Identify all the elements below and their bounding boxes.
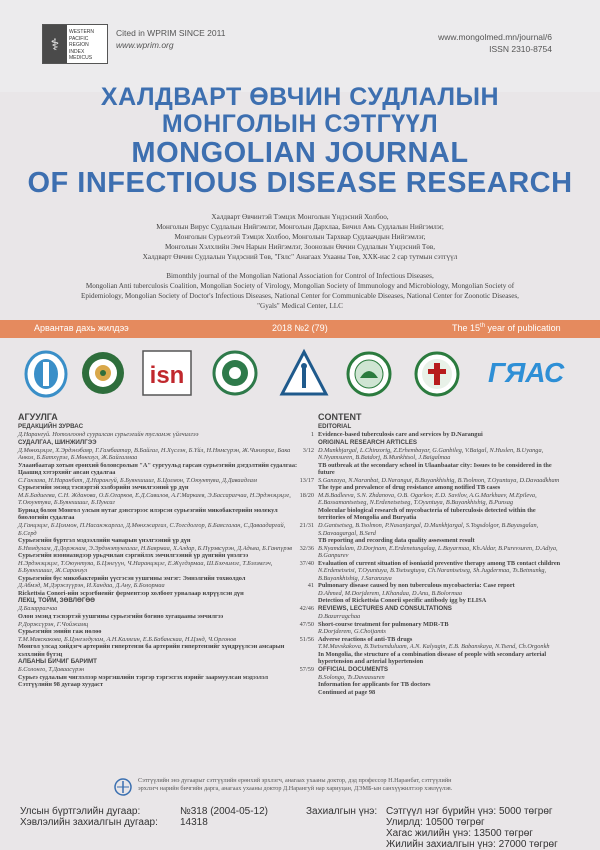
entry-page: 42/46 <box>299 605 314 613</box>
immunology-logo <box>212 350 258 396</box>
ncz-logo <box>346 350 392 398</box>
publisher-line: "Gyals" Medical Center, LLC <box>257 302 343 310</box>
band-year: The 15th year of publication <box>452 323 561 333</box>
entry-page: 1 <box>310 431 314 438</box>
entry-title: Сурьеэгийн изониазидээр урьдчилан сэргийлэх эмчилгээний үр дүнгийн үнэлгээ <box>18 552 249 560</box>
entry-authors: M.B.Badleeva, S.N. Zhdanova, O.B. Ogarkov, E.D. Savilov, A.G.Markhaev, M.Epileva, E.Bassamantsetseg, N.Erdenetsetseg, T.Oyuntuya, B.Buyankhishig, B.Punsag <box>318 491 537 507</box>
contents-entry[interactable] <box>18 552 314 560</box>
contents-entry[interactable] <box>18 462 314 477</box>
entry-authors: Б.Солонго, Т.Даваасүрэн <box>18 666 85 674</box>
contents-entry[interactable] <box>18 605 314 613</box>
band-issue: 2018 №2 (79) <box>272 323 328 333</box>
entry-authors: D.Bazarragchaa <box>318 613 361 621</box>
price-value: Улирлд: 10500 төгрөг <box>386 817 485 828</box>
contents-entry[interactable] <box>318 537 588 545</box>
entry-title: Буриад болон Монгол улсын нутаг дэвсгэрээс илэрсэн сурьеэгийн микобактерийн молекул биологийн судалгаа <box>18 506 278 522</box>
cited-info <box>116 27 225 51</box>
contents-entry[interactable] <box>18 590 314 598</box>
entry-title: Сурьеэгийн бүртгэл мэдээллийн чанарын үнэлгээний үр дүн <box>18 537 191 545</box>
cited-text: Cited in WPRIM SINCE 2011 <box>116 28 226 38</box>
gyals-logo-text: ГЯАС <box>488 357 565 388</box>
price-value: Хагас жилийн үнэ: 13500 төгрөг <box>386 828 533 839</box>
price-value: Сэтгүүл нэг бүрийн үнэ: 5000 төгрөг <box>386 806 553 817</box>
entry-title: Улаанбаатар хотын ерөнхий боловсролын "А" сургуульд гарсан сурьеэгийн дэгдэлтийн судалгаа: Цаашид хэтэрхийг авсан судалгаа <box>18 461 298 477</box>
contents-entry[interactable] <box>18 545 314 553</box>
contents-entry[interactable] <box>318 597 588 605</box>
contents-entry[interactable] <box>318 567 588 582</box>
entry-authors: Р.Доржсүрэн, Г.Чойжамц <box>18 620 89 628</box>
entry-title: Adverse reactions of anti-TB drugs <box>318 635 413 643</box>
contents-entry[interactable] <box>318 507 588 522</box>
section-title: EDITORIAL <box>318 423 352 430</box>
contents-entry[interactable] <box>18 636 314 644</box>
contents-entry[interactable] <box>318 492 588 507</box>
contents-entry[interactable] <box>318 628 588 636</box>
funding-note: Сэтгүүлийн энэ дугаарыг сэтгүүлийн ерөнхий эрхлэгч, анагаах ухааны доктор, дэд профессор Н.Наранбат, сэтгүүлийн эрхлэгч нарийн бичгийн дарга, анагаах ухааны доктор Д.Нарангуй нар хариуцан, ДЭМБ-ын санхүүжилтээр хэвлүүлэв. <box>138 777 453 792</box>
contents-entry[interactable] <box>18 666 314 674</box>
header <box>0 0 600 92</box>
contents-entry[interactable] <box>318 477 588 485</box>
contents-entry[interactable] <box>18 431 314 439</box>
registration-values <box>180 806 268 828</box>
section-title: АЛБАНЫ БИЧИГ БАРИМТ <box>18 658 97 666</box>
logos-row <box>0 342 600 410</box>
entry-title: Pulmonary disease caused by non tuberculous mycobacteria: Case report <box>318 582 515 590</box>
contents-entry[interactable] <box>318 681 588 689</box>
entry-authors: Т.М.Мавскакова, Б.Цэнгэлдулам, А.Н.Калягин, Е.Б.Бабанскаа, Н.Цэнд, Ч.Оргонов <box>18 635 237 643</box>
contents-entry[interactable] <box>318 590 588 598</box>
contents-entry[interactable] <box>18 560 314 575</box>
title-en-2: OF INFECTIOUS DISEASE RESEARCH <box>27 167 573 199</box>
entry-authors: R.Dorjderem, G.Choijamts <box>318 628 386 636</box>
contents-entry[interactable] <box>318 674 588 682</box>
contents-entry[interactable] <box>318 545 588 560</box>
contents-entry[interactable] <box>318 431 588 439</box>
entry-title: TB outbreak at the secondary school in Ulaanbaatar city: Issues to be considered in the future <box>318 461 552 477</box>
entry-page: 21/31 <box>299 522 314 530</box>
publisher-line: Epidemiology, Mongolian Society of Doctor's Infectious Diseases, National Center for Communicable Diseases, National Center for Zoonotic Diseases, <box>81 292 519 300</box>
contents-heading: АГУУЛГА <box>18 412 58 422</box>
entry-title: The type and prevalence of drug resistance among notified TB cases <box>318 484 501 492</box>
entry-page: 51/56 <box>299 635 314 643</box>
entry-authors: Б.Нямдулам, Д.Доржнам, Э.Эрдэнэтунгалаг, Н.Баярмаа, Х.Алдар, Б.Пүрэвсүрэн, Д.Адъяа, Б.Ганпүрэв <box>18 544 293 552</box>
svg-text:isn: isn <box>149 362 185 389</box>
entry-authors: B.Solongo, Ts.Davaasuren <box>318 673 385 681</box>
publisher-line: Mongolian Anti tuberculosis Coalition, Mongolian Society of Virology, Mongolian Society of Immunology and Microbiology, Mongolian Society of <box>85 282 515 290</box>
contents-entry[interactable] <box>318 643 588 651</box>
contents-entry[interactable] <box>318 651 588 666</box>
contents-entry[interactable] <box>18 484 314 492</box>
title-mn-2: МОНГОЛЫН СЭТГҮҮЛ <box>161 110 439 138</box>
entry-page: 18/20 <box>299 491 314 499</box>
contents-entry[interactable] <box>18 582 314 590</box>
contents-entry[interactable] <box>318 689 588 697</box>
issn: ISSN 2310-8754 <box>489 44 552 54</box>
entry-authors: Д.Базаррагчаа <box>18 605 58 613</box>
publisher-line: Bimonthly journal of the Mongolian National Association for Control of Infectious Diseases, <box>166 272 434 280</box>
entry-authors: Д.Нарангуй. Нотолгоонд суурилсан сурьеэгийн тусламж үйлчилгээ <box>18 431 199 438</box>
contents-entry[interactable] <box>318 636 588 644</box>
contents-entry[interactable] <box>18 575 314 583</box>
entry-title: Rickettsia Conori-ийн эсрэгбиеийг ферментээр холбоот урвалаар илрүүлсэн дүн <box>18 589 244 597</box>
epidemiology-logo <box>280 350 328 396</box>
reg-value: 14318 <box>180 817 208 828</box>
publishers-en <box>28 271 572 311</box>
wprim-logo-text: WESTERN PACIFIC REGION INDEX MEDICUS <box>69 29 94 61</box>
journal-title <box>0 84 600 198</box>
contents-entry[interactable] <box>318 613 588 621</box>
entry-authors: С.Ганзаяа, Н.Наранбат, Д.Нарангуй, Б.Буянхишиг, Б.Цолмон, Т.Оюунтуяа, Д.Даваадлам <box>18 476 257 484</box>
entry-authors: N.Erdenetsetsi, T.Oyuntuya, B.Tsetsegtuya, Ch.Narantsetseg, Sh.Jugdermaa, Ts.Betmunkg, B.Buyankhishig, J.Saranzaya <box>318 567 547 582</box>
wprim-logo <box>42 24 108 64</box>
price-value: Жилийн захиалгын үнэ: 27000 төгрөг <box>386 839 558 850</box>
contents-entry[interactable] <box>18 537 314 545</box>
contents-entry[interactable] <box>318 484 588 492</box>
contents-entry[interactable] <box>18 477 314 485</box>
contents-entry[interactable] <box>318 560 588 568</box>
contents-entry[interactable] <box>18 621 314 629</box>
issue-band <box>0 320 600 338</box>
reg-value: №318 (2004-05-12) <box>180 806 269 817</box>
publishers-mn <box>70 212 530 262</box>
entry-page: 37/40 <box>299 559 314 567</box>
contents-entry[interactable] <box>318 522 588 537</box>
entry-title: Монгол улсад хийдэгч артерийн гипертензи ба артерийн гипертензийг хүндрүүлсэн амсарын хэлхлийн бүтэц <box>18 643 285 658</box>
contents-heading: CONTENT <box>318 412 362 422</box>
entry-authors: T.M.Mavskakova, B.Tsetsenduluam, A.N. Kalyagin, E.B. Babanskaya, N.Tsend, Ch.Orgonkh <box>318 643 550 651</box>
entry-page: 47/50 <box>299 620 314 628</box>
section-title: ORIGINAL RESEARCH ARTICLES <box>318 438 418 446</box>
contents-entry[interactable] <box>18 507 314 522</box>
entry-authors: S.Ganzaya, N.Naranbat, D.Narangui, B.Buyankhishig, B.Tsolmon, T.Oyuntuya, D.Davaadkham <box>318 476 560 484</box>
entry-authors: Д.Абмэд, М.Дэржзүүрэн, И.Хандаа, Д.Ану, Б.Болормаа <box>18 582 165 590</box>
who-emblem-icon <box>114 778 132 796</box>
entry-title: Continued at page 98 <box>318 688 376 696</box>
entry-title: In Mongolia, the structure of a combination disease of people with secondary arterial hypertension and arterial hypertension <box>318 650 547 666</box>
contents-entry[interactable] <box>318 462 588 477</box>
entry-title: Сурьеэгийн эмэнд тэсвэртэй хэлбэрийн эмчилгээний үр дүн <box>18 484 189 492</box>
contents-entry[interactable] <box>18 628 314 636</box>
entry-page: 41 <box>307 582 314 590</box>
entry-authors: Д.Ганцэцэг, Б.Цолмон, П.Насанжаргал, Д.Мөнхжаргал, С.Тогсдолгор, Б.Баясгалан, С.Даваадаргай, Б.Серд <box>18 522 286 537</box>
entry-title: Short-course treatment for pulmonary MDR-TB <box>318 620 449 628</box>
association-logo <box>24 350 68 398</box>
entry-authors: D.Ahmed, M.Dorjderem, I.Khandaa, D.Anu, B.Bolormaa <box>318 589 463 597</box>
ncc-logo <box>414 350 460 398</box>
entry-title: Evaluation of current situation of isoniazid preventive therapy among TB contact children <box>318 559 561 567</box>
entry-title: Сурьеэгийн эмийн гаж нөлөө <box>18 628 102 636</box>
virology-logo <box>80 350 126 396</box>
title-en-1: MONGOLIAN JOURNAL <box>131 137 469 169</box>
contents-entry[interactable] <box>18 522 314 537</box>
section-title: OFFICIAL DOCUMENTS <box>318 665 389 673</box>
entry-title: Сурьеэгийн бус микобактерийн үүсгэсэн уушгины эмгэг: Эмнэлгийн тохиолдол <box>18 574 246 582</box>
entry-authors: D.Gantsetseg, B.Tsolmon, P.Nasanjargal, D.Munkhjargal, S.Togsdolgor, B.Bayasgalan, S.Davaagargal, B.Serd <box>318 522 539 537</box>
entry-page: 32/36 <box>299 544 314 552</box>
journal-info <box>438 31 552 55</box>
entry-title: Evidence-based tuberculosis care and services by D.Narangui <box>318 431 483 438</box>
contents-mn <box>18 412 314 689</box>
reg-label: Улсын бүртгэлийн дугаар: <box>20 806 141 817</box>
price-values <box>386 806 558 850</box>
registration-labels <box>20 806 158 828</box>
entry-title: Олон эмэнд тэсвэртэй уушгины сурьеэгийн богино хугацааны эмчилгээ <box>18 613 224 621</box>
title-mn-1: ХАЛДВАРТ ӨВЧИН СУДЛАЛЫН <box>100 83 500 111</box>
journal-url[interactable]: www.mongolmed.mn/journal/6 <box>438 32 552 42</box>
reg-label: Хэвлэлийн захиалгын дугаар: <box>20 817 158 828</box>
contents-entry[interactable] <box>318 582 588 590</box>
cited-url[interactable]: www.wprim.org <box>116 40 174 50</box>
publisher-line: Монголын Вирус Судлалын Нийгэмлэг, Монголын Дархлаа, Бичил Амь Судлалын Нийгэмлэг, <box>156 223 444 231</box>
caduceus-icon: ⚕ <box>43 25 67 63</box>
publisher-line: Халдварт Өвчинтэй Тэмцэх Монголын Үндэсний Холбоо, <box>211 213 389 221</box>
contents-entry[interactable] <box>18 613 314 621</box>
entry-authors: Д.Мөнхцэцэг, Х.Эрдэнэбаяр, Г.Гамбаатар, В.Байгал, Н.Хүслэн, Б.Үйл, Н.Нямсүрэн, Ж.Чинзориг, Бака Анкол, Б.Батхүрэл, Б.Мөнхзул, Ж.Байгалмаа <box>18 446 291 462</box>
band-volume: Арвантав дахь жилдээ <box>34 323 129 333</box>
contents-entry[interactable] <box>18 643 314 658</box>
entry-page: 13/17 <box>299 476 314 484</box>
section-title: ЛЕКЦ, ТОЙМ, ЗӨВЛӨГӨӨ <box>18 597 95 605</box>
section-title: СУДАЛГАА, ШИНЖИЛГЭЭ <box>18 438 97 446</box>
entry-title: Detection of Rickettsia Conorii specific antibody igg by ELISA <box>318 597 487 605</box>
entry-title: Molecular biological research of mycobacteria of tuberculosis detected within the territories of Mongolia and Buryatia <box>318 506 536 522</box>
entry-title: Сурьеэ судлалын чиглэлээр мэргэшлийн тэргэр тэргэсгэх нэрийг заармуулсан мэдээлэл <box>18 673 268 681</box>
entry-authors: B.Nyamdulam, D.Dorjnam, E.Erdenetungalag, L.Bayarmaa, Kh.Aldar, B.Purevsuren, D.Adiya, B.Ganpurev <box>318 544 558 560</box>
contents-entry[interactable] <box>18 674 314 682</box>
contents-entry[interactable] <box>18 447 314 462</box>
price-label <box>306 806 377 817</box>
entry-page: 57/59 <box>299 666 314 674</box>
entry-title: Information for applicants for TB doctors <box>318 681 431 689</box>
section-title: РЕДАКЦИЙН ЗУРВАС <box>18 423 84 430</box>
isn-logo <box>142 350 192 396</box>
entry-authors: D.Munkhjargal, L.Chinzorig, Z.Erhembayar, G.Ganbileg, V.Baigal, N.Huslen, B.Uyanga, N.Nyamsuren, B.Batdorj, B.Munkhtsol, J.Baigalmaa <box>318 446 544 462</box>
entry-title: Сэтгүүлийн 98 дугаар хуудаст <box>18 681 104 689</box>
publisher-line: Монголын Хэлхлийн Эмч Нарын Нийгэмлэг, Зоонозын Өвчин Судлалын Үндэсний Төв, <box>164 243 436 251</box>
contents-entry[interactable] <box>18 492 314 507</box>
entry-authors: М.Б.Бадиеева, С.Н. Жданова, О.Б.Огарков, Е.Д.Савилов, А.Г.Маркаев, Э.Бассарагчаа, Н.Эрдэнэцэцэг, Т.Оюунтуяа, Б.Буянхишиг, Б.Пунсаг <box>18 491 291 507</box>
price-label-text: Захиалгын үнэ: <box>306 806 378 817</box>
entry-title: TB reporting and recording data quality assessment result <box>318 537 475 545</box>
publisher-line: Монголын Сурьеэтэй Тэмцэх Холбоо, Монголын Тархвар Судлаачдын Нийгэмлэг, <box>174 233 426 241</box>
entry-authors: Н.Эрдэнэцэцэг, Т.Оюунтуяа, Б.Цэнгүүн, Ч.Наранцэцэг, Е.Жүгдэрмаа, Ш.Бэхчимэг, Т.Бэзэмгэч, Б.Буянхишиг, Ж.Саранзул <box>18 559 273 575</box>
contents-entry[interactable] <box>18 681 314 689</box>
contents-entry[interactable] <box>318 447 588 462</box>
gyals-logo <box>486 350 584 390</box>
section-title: REVIEWS, LECTURES AND CONSULTATIONS <box>318 605 452 613</box>
publisher-line: Халдварт Өвчин Судлалын Үндэсний Төв, "Гялс" Анагаах Ухааны Төв, ХХК-иас 2 сар тутмын сэтгүүл <box>142 253 458 261</box>
entry-page: 3/12 <box>302 446 314 454</box>
contents-entry[interactable] <box>318 621 588 629</box>
contents-en <box>318 412 588 697</box>
